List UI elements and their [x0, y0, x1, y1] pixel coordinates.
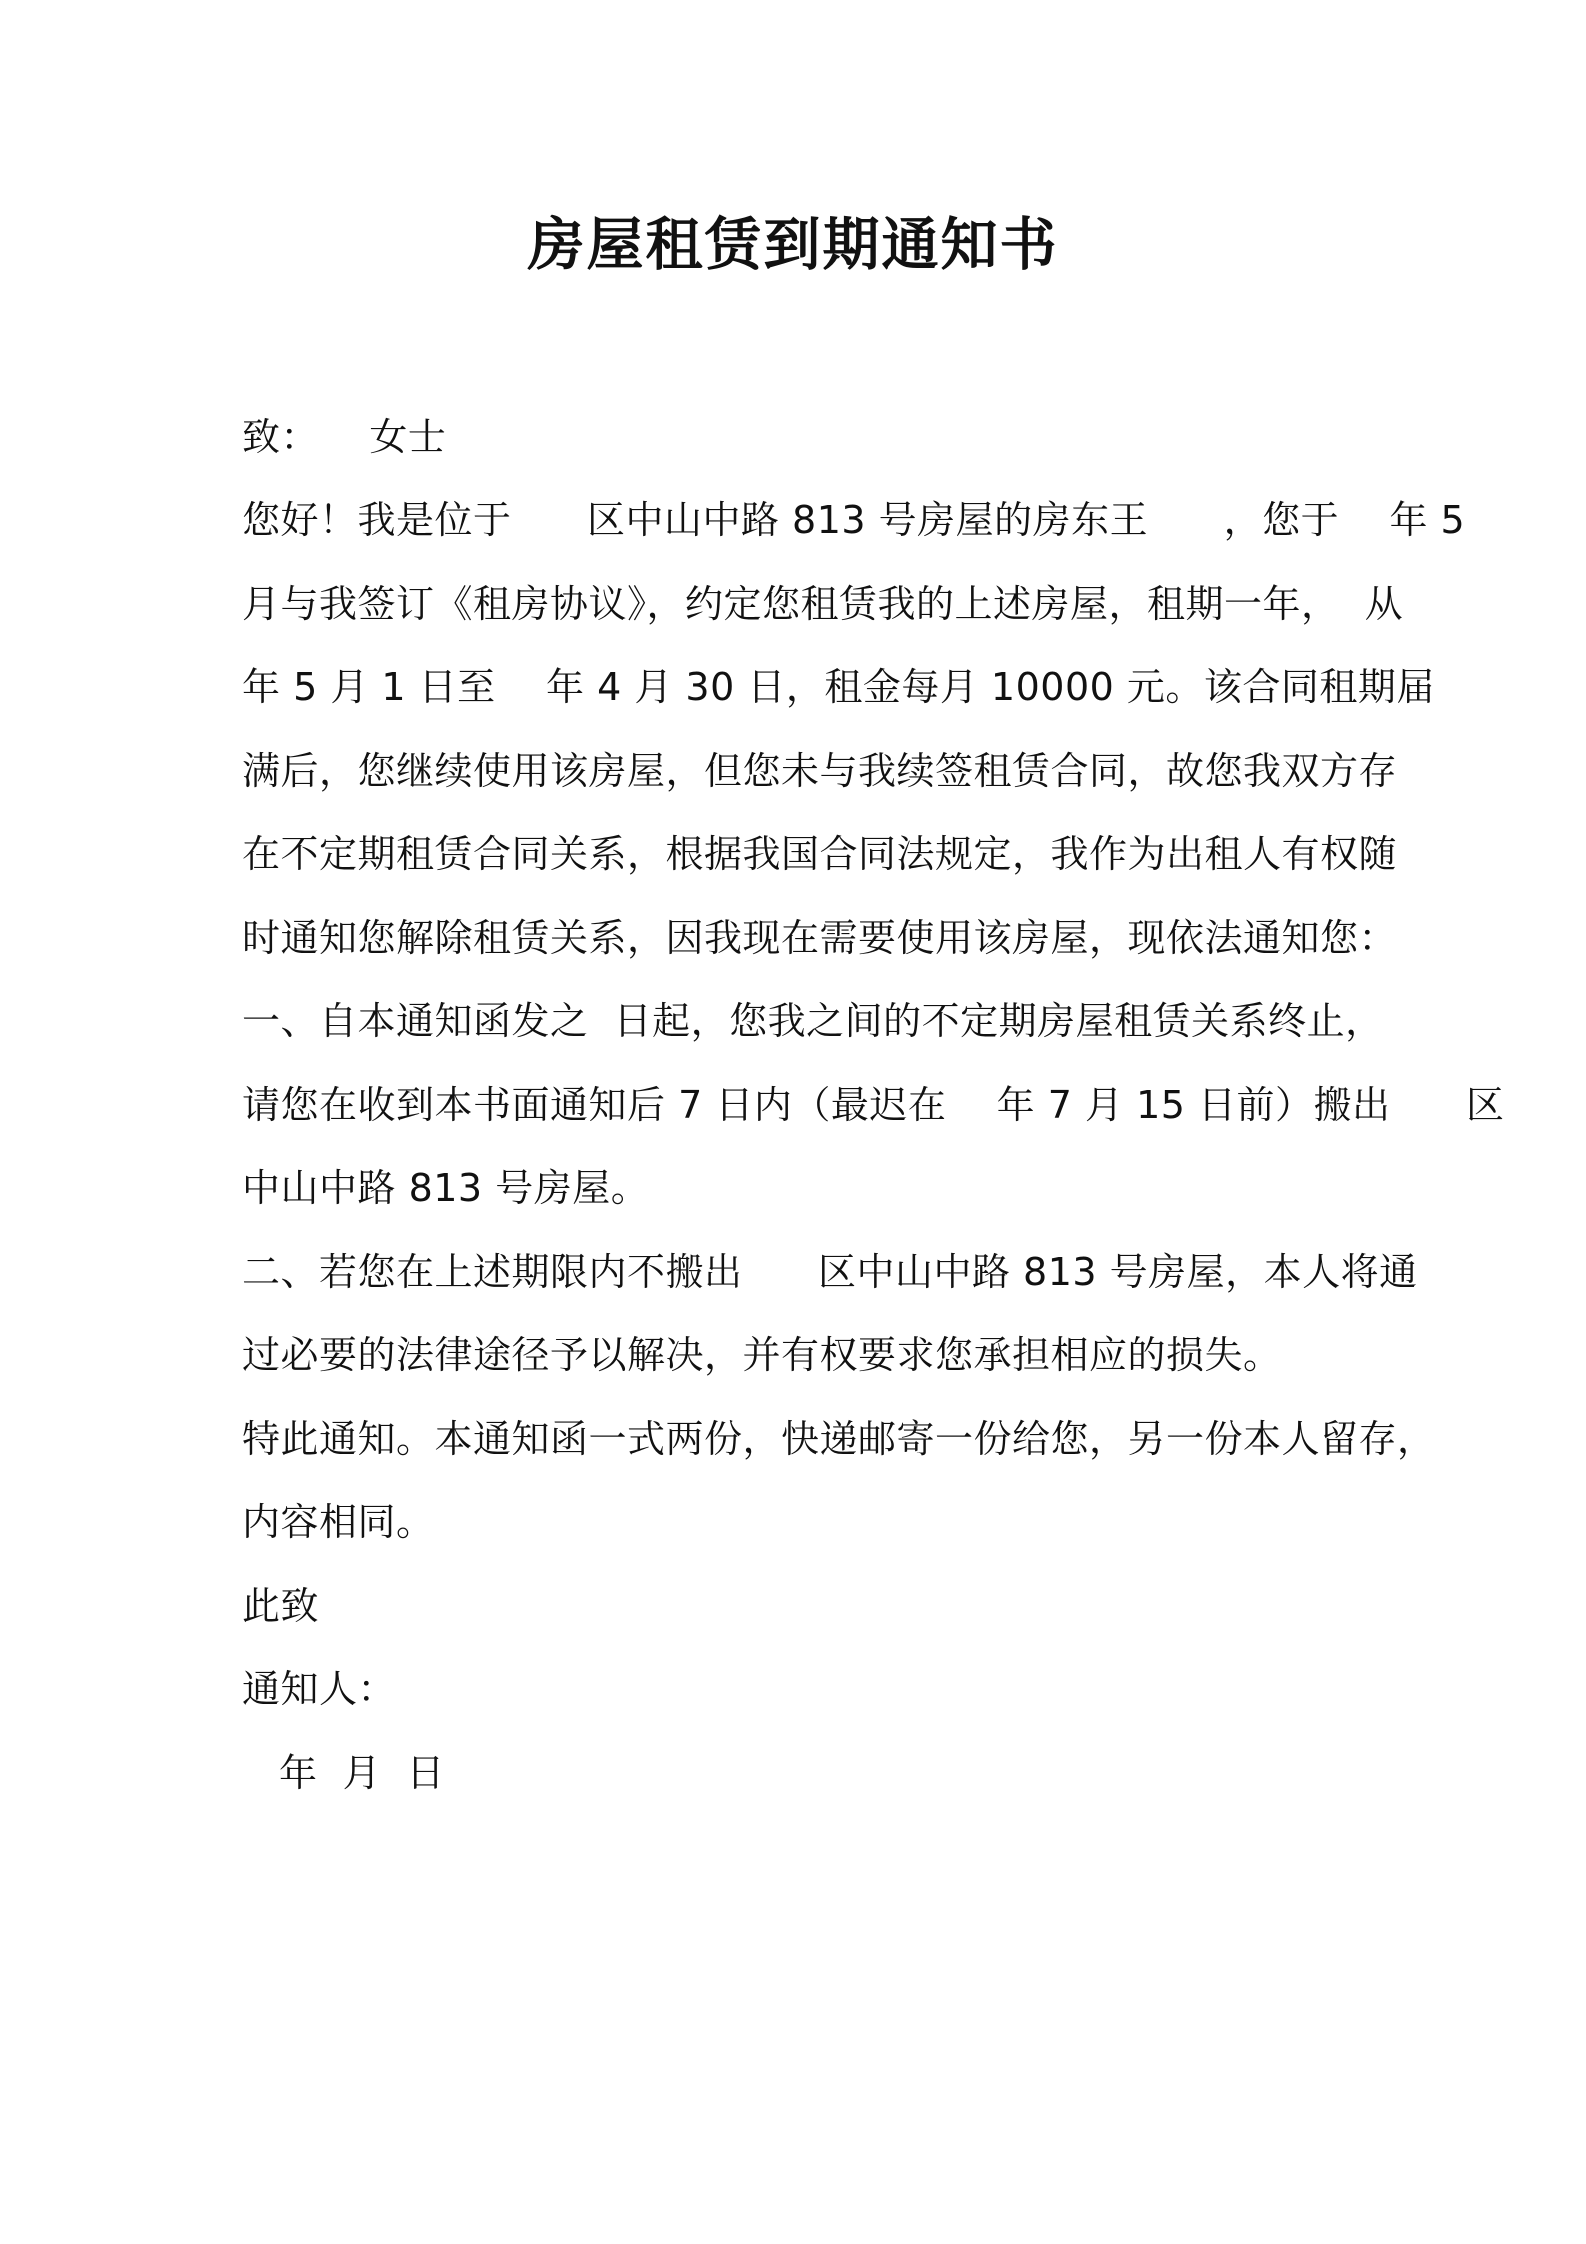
- date-line: 年 月 日: [279, 1751, 445, 1795]
- body-line-1: 您好！我是位于 区中山中路 813 号房屋的房东王 ，您于 年 5: [242, 498, 1466, 542]
- body-line-4: 满后，您继续使用该房屋，但您未与我续签租赁合同，故您我双方存: [242, 749, 1398, 793]
- clause-two-line-1: 二、若您在上述期限内不搬出 区中山中路 813 号房屋，本人将通: [242, 1250, 1418, 1294]
- clause-one-line-3: 中山中路 813 号房屋。: [242, 1166, 650, 1210]
- clause-one-line-2: 请您在收到本书面通知后 7 日内（最迟在 年 7 月 15 日前）搬出 区: [242, 1083, 1505, 1127]
- notifier-label: 通知人：: [242, 1667, 397, 1711]
- sign-off: 此致: [242, 1584, 320, 1628]
- body-line-3: 年 5 月 1 日至 年 4 月 30 日，租金每月 10000 元。该合同租期届: [242, 665, 1435, 709]
- body-line-6: 时通知您解除租赁关系，因我现在需要使用该房屋，现依法通知您：: [242, 916, 1398, 960]
- document-title: 房屋租赁到期通知书: [527, 212, 1059, 278]
- salutation-line: 致： 女士: [242, 415, 447, 459]
- clause-two-line-2: 过必要的法律途径予以解决，并有权要求您承担相应的损失。: [242, 1333, 1282, 1377]
- clause-one-line-1: 一、自本通知函发之 日起，您我之间的不定期房屋租赁关系终止，: [242, 999, 1384, 1043]
- closing-line-1: 特此通知。本通知函一式两份，快递邮寄一份给您，另一份本人留存，: [242, 1417, 1436, 1461]
- closing-line-2: 内容相同。: [242, 1500, 435, 1544]
- body-line-5: 在不定期租赁合同关系，根据我国合同法规定，我作为出租人有权随: [242, 832, 1398, 876]
- body-line-2: 月与我签订《租房协议》，约定您租赁我的上述房屋，租期一年， 从: [242, 582, 1404, 626]
